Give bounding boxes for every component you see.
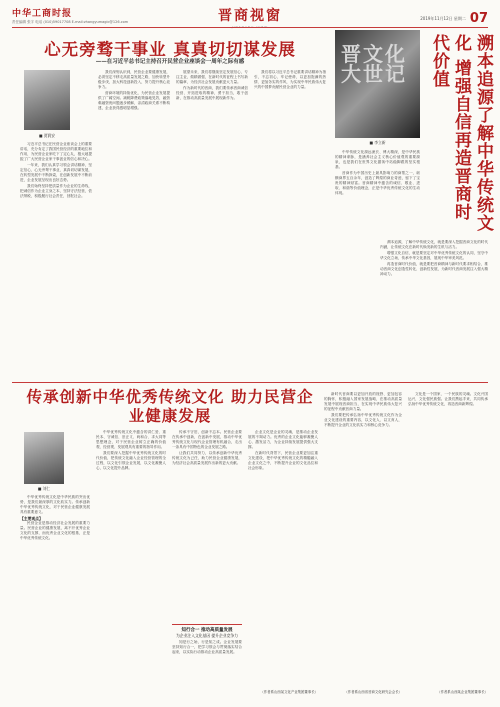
article3-col2: 中华优秀传统文化中蕴含的讲仁爱、重民本、守诚信、崇正义、尚和合、求大同等思想理念，对于民营企业树立正确的价值观、经营观、发展观具有重要的指导作用。 我们要深入挖掘中华优秀传统文化的时代价值，把传统文化融入企业经营管理的全过程，以文化引领企业发展，以文化凝聚人心，以文化提升品牌。 xyxy=(96,430,166,470)
article2-photo-caption: ■ 李立新 xyxy=(369,140,386,145)
paper-name: 中华工商时报 xyxy=(12,9,73,19)
article1-col1: 习近平总书记在民营企业座谈会上的重要讲话，充分肯定了我国民营经济的重要地位和作用，为民营企业家吃下了定心丸，极大地提振了广大民营企业家干事创业的信心和决心。 一年来，我们认真学习领会讲话精神，坚定信心，心无旁骛干事业，真真切切谋发展，在转型发展中不断探索，在创新发展中不断前进，企业发展呈现出良好态势。 我们始终坚持把质量作为企业的生命线，把诚信作为企业立身之本，坚持守法经营，依法纳税，积极履行社会责任，回报社会。 xyxy=(20,142,92,198)
key-points-tag: 【主要观点】 xyxy=(20,516,43,521)
article3-col1: 中华优秀传统文化是中华民族的突出优势，是我们最深厚的文化软实力。传承创新中华优秀传统文化，对于民营企业健康发展具有重要意义。 【主要观点】 民营企业是推动经济社会发展的重要力量。民营企业的健康发展，离不开优秀企业文化的支撑，而优秀企业文化的根基，正是中华优秀传统文化。 xyxy=(20,495,90,540)
article2-headline: 溯本追源了解中华传统文化 增强自信再造晋商时代价值 xyxy=(429,34,493,232)
article3-col4: 企业文化是企业的灵魂，是推动企业发展的不竭动力。优秀的企业文化能够凝聚人心、激发活力，为企业持续发展提供强大支撑。 在新时代背景下，民营企业要更加注重文化建设，把中华优秀传统文化的精髓融入企业文化之中，不断提升企业的文化品位和社会形象。 xyxy=(248,430,318,470)
issue-date: 2019年11月12日 星期二 xyxy=(420,15,466,21)
article1-col3: 展望未来，我们将继续坚定发展信心，专注主业，做精做强，在新时代的征程上书写新的篇章，为经济社会发展贡献更大力量。 作为新时代的晋商，我们要传承晋商诚信经营、开拓进取的精神，勇于担当，敢于创新，在推动高质量发展中展现新作为。 xyxy=(176,70,248,100)
article3-author-note: （作者系山西某文化产业集团董事长） xyxy=(260,690,318,694)
page-number: 07 xyxy=(469,11,488,26)
header-rule xyxy=(12,27,488,28)
poster-text: 晋文化 大世记 xyxy=(341,42,407,86)
box-article xyxy=(172,624,242,639)
poster-image xyxy=(335,30,420,138)
article3-author-photo xyxy=(24,432,64,484)
article1-author-photo xyxy=(24,70,70,130)
article1-headline: 心无旁骛干事业 真真切切谋发展 xyxy=(44,40,296,59)
article2-col2: 溯本追源，了解中华传统文化，就是要深入挖掘晋商文化的时代内涵，让传统文化在新时代焕发新的生机与活力。 增强文化自信，就是要坚定对中华优秀传统文化的认同，坚守中华文化立场，传承中华文化基因，展现中华审美风范。 再造晋商时代价值，就是要把晋商精神与新时代要求相结合，推动晋商文化创造性转化、创新性发展，为新时代晋商发展注入强大精神动力。 xyxy=(380,240,488,276)
box-col1: 知是行之始，行是知之成。企业发展要坚持知行合一，把学习领会与贯彻落实结合起来，以实际行动推动企业高质量发展。 xyxy=(172,640,242,654)
article1-photo-caption: ■ 贾润安 xyxy=(38,133,56,138)
editor-meta: 责任编辑 张宇 电话 (010)59017708 E-mail:zhangyumagic@126.com xyxy=(12,20,129,24)
article2-col1: 中华传统文化源远流长、博大精深，是中华民族的精神命脉，是涵养社会主义核心价值观的重要源泉，也是我们在世界文化激荡中站稳脚跟的坚实根基。 晋商作为中国历史上最具影响力的商帮之一，纵横商界五百余年，创造了辉煌的商业奇迹，留下了宝贵的精神财富。晋商精神中蕴含的诚信、敬业、进取、和谐等价值理念，正是中华优秀传统文化的生动体现。 xyxy=(335,150,420,195)
article3-col6: 文化是一个国家、一个民族的灵魂。文化兴国运兴，文化强民族强。让我们携起手来，共同传承弘扬中华优秀传统文化，再造晋商新辉煌。 xyxy=(408,392,488,406)
article1-subhead: ——在习近平总书记主持召开民营企业座谈会一周年之际有感 xyxy=(95,59,245,65)
section-header xyxy=(170,5,330,29)
article3-col5: 新时代晋商要以更加开放的视野、更加包容的胸怀，积极融入国家发展战略，在推动高质量发展中展现晋商担当，在实现中华民族伟大复兴的征程中贡献晋商力量。 我们要把传承弘扬中华优秀传统文化作为企业文化建设的重要内容，以文化人、以文育人，不断提升企业的文化软实力和核心竞争力。 xyxy=(324,392,402,427)
article3-headline: 传承创新中华优秀传统文化 助力民营企业健康发展 xyxy=(26,388,314,425)
article3-col3: 传承不守旧，创新不忘本。民营企业要在传承中创新，在创新中发展，推动中华优秀传统文化与现代企业管理有机融合，走出一条具有中国特色的企业发展之路。 让我们共同努力，以传承创新中华优秀传统文化为己任，助力民营企业健康发展，为经济社会高质量发展作出新的更大贡献。 xyxy=(172,430,242,465)
article3-photo-caption: ■ 刘仁 xyxy=(37,486,51,491)
masthead xyxy=(12,6,128,25)
section-title: 晋商视窗 xyxy=(218,8,282,24)
article2-author-note: （作者系山西省晋商文化研究会会长） xyxy=(344,690,402,694)
date-page xyxy=(420,11,488,26)
box-subtitle: 为企业注入文化基因 提升企业竞争力 xyxy=(176,633,238,638)
middle-rule xyxy=(12,382,488,383)
box-author-note: （作者系山西某企业集团董事长） xyxy=(437,690,488,694)
article1-col2: 我们深刻认识到，民营企业要健康发展，必须坚定不移走高质量发展之路，加快转型升级步伐，加大科技创新投入，努力提升核心竞争力。 营商环境的持续优化，为民营企业发展提供了广阔空间。减税降费政策落地见效，融资难融资贵问题逐步缓解，亲清政商关系不断构建，企业获得感明显增强。 xyxy=(98,70,170,110)
article1-col4: 我们将以习近平总书记重要讲话精神为指引，不忘初心、牢记使命，以更加饱满的热情、更加务实的作风，为实现中华民族伟大复兴的中国梦贡献民营企业的力量。 xyxy=(254,70,326,89)
box-title: 知行合一 推动高质量发展 xyxy=(181,628,233,633)
